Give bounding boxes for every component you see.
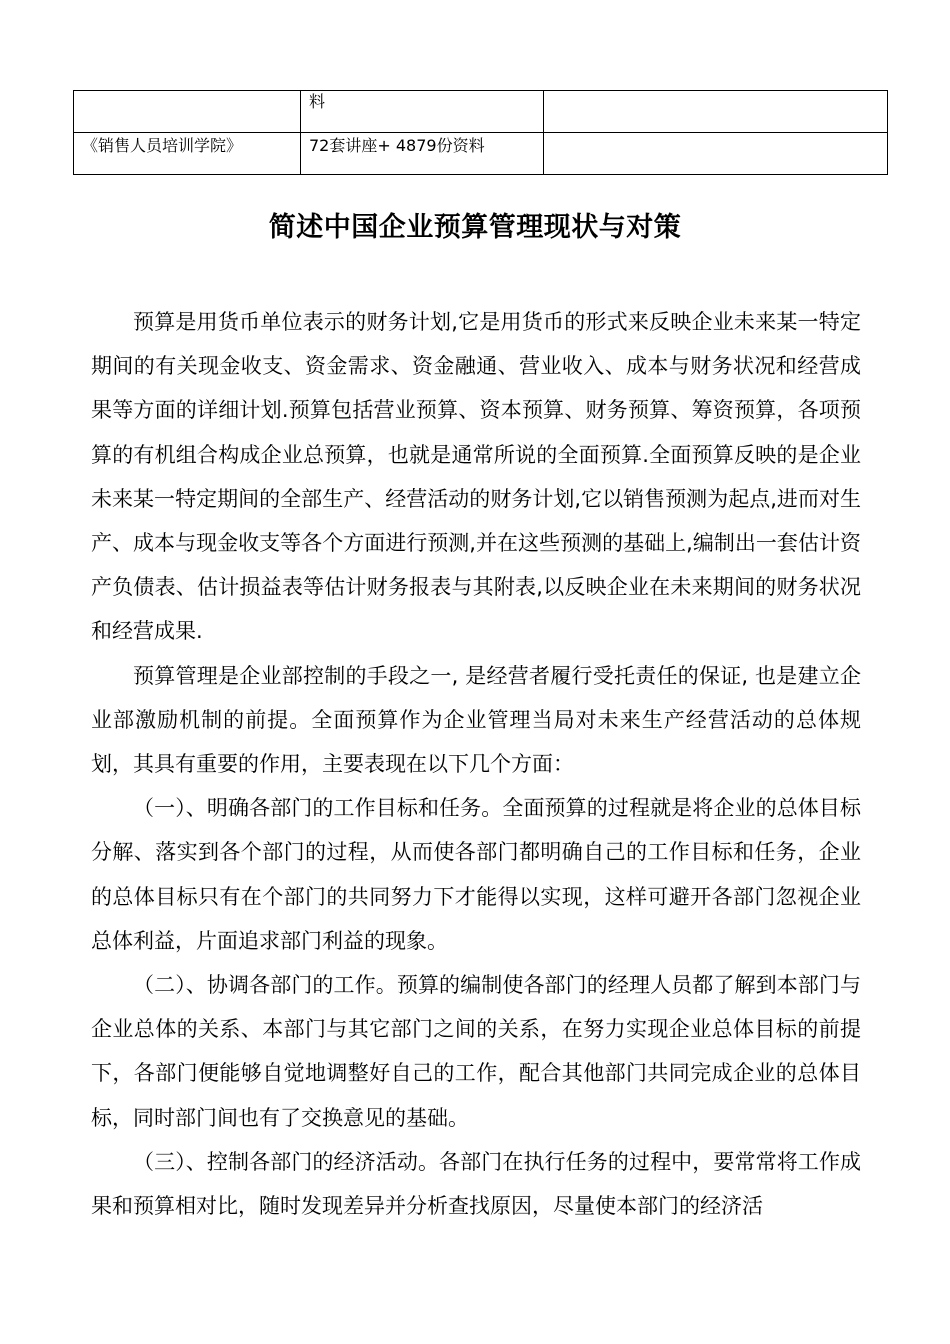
paragraph-importance: 预算管理是企业部控制的手段之一, 是经营者履行受托责任的保证, 也是建立企业部激励机制的前提。全面预算作为企业管理当局对未来生产经营活动的总体规划，其具有重要的作用，主要表现在以下几个方面：	[91, 663, 861, 777]
table-cell	[544, 91, 888, 133]
table-cell: 料	[301, 91, 544, 133]
document-title: 简述中国企业预算管理现状与对策	[268, 212, 682, 243]
document-body	[91, 300, 861, 1228]
paragraph-point-1: （一）、明确各部门的工作目标和任务。全面预算的过程就是将企业的总体目标分解、落实到各个部门的过程，从而使各部门都明确自己的工作目标和任务，企业的总体目标只有在个部门的共同努力下才能得以实现，这样可避开各部门忽视企业总体利益，片面追求部门利益的现象。	[91, 796, 861, 953]
resource-table	[73, 90, 888, 175]
table-cell: 72套讲座+ 4879份资料	[301, 133, 544, 175]
table-cell	[74, 91, 301, 133]
paragraph-intro: 预算是用货币单位表示的财务计划,它是用货币的形式来反映企业未来某一特定期间的有关现金收支、资金需求、资金融通、营业收入、成本与财务状况和经营成果等方面的详细计划.预算包括营业预算、资本预算、财务预算、筹资预算，各项预算的有机组合构成企业总预算，也就是通常所说的全面预算.全面预算反映的是企业未来某一特定期间的全部生产、经营活动的财务计划,它以销售预测为起点,进而对生产、成本与现金收支等各个方面进行预测,并在这些预测的基础上,编制出一套估计资产负债表、估计损益表等估计财务报表与其附表,以反映企业在未来期间的财务状况和经营成果.	[91, 310, 861, 644]
table-row	[74, 133, 888, 175]
table-row	[74, 91, 888, 133]
paragraph-point-2: （二）、协调各部门的工作。预算的编制使各部门的经理人员都了解到本部门与企业总体的关系、本部门与其它部门之间的关系，在努力实现企业总体目标的前提下，各部门便能够自觉地调整好自己的工作，配合其他部门共同完成企业的总体目标，同时部门间也有了交换意见的基础。	[91, 973, 861, 1130]
table-cell: 《销售人员培训学院》	[74, 133, 301, 175]
table-cell	[544, 133, 888, 175]
paragraph-point-3: （三）、控制各部门的经济活动。各部门在执行任务的过程中，要常常将工作成果和预算相对比，随时发现差异并分析查找原因，尽量使本部门的经济活	[91, 1149, 861, 1219]
